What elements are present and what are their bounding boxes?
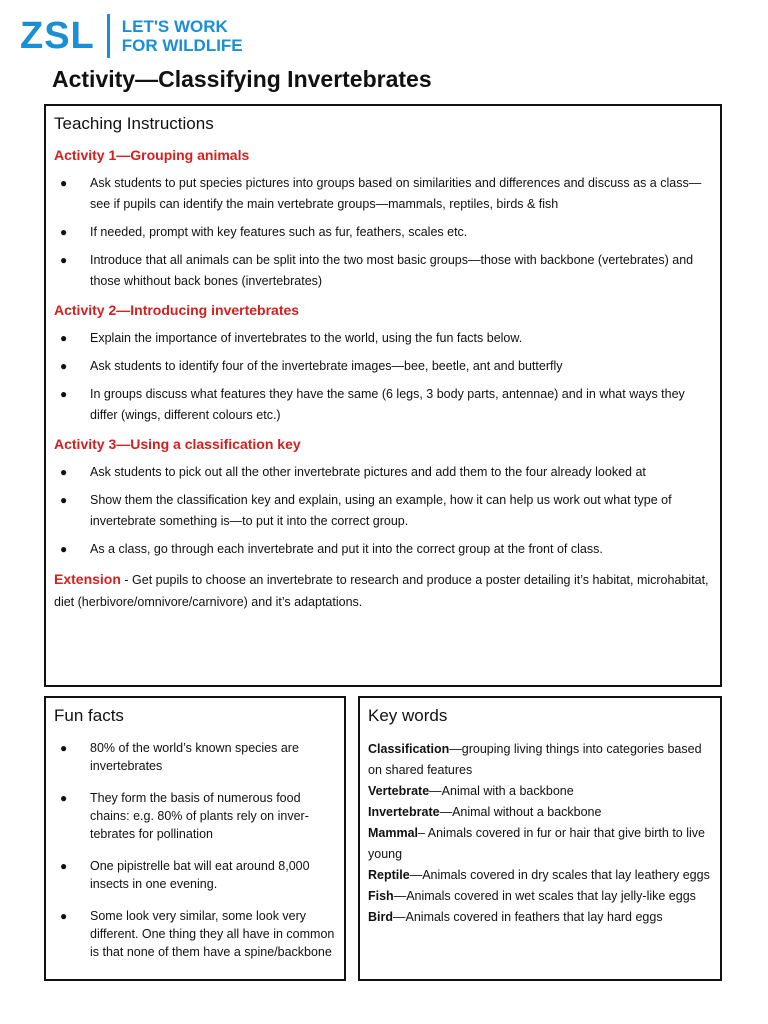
activity-3-heading: Activity 3—Using a classification key	[54, 436, 301, 452]
key-words-heading: Key words	[368, 706, 448, 725]
list-item-text: Ask students to pick out all the other invertebrate pictures and add them to the four already looked at	[90, 465, 646, 479]
list-item	[54, 356, 712, 377]
bullet-icon: ●	[60, 359, 68, 373]
logo-tagline-line-1: LET'S WORK	[121, 17, 228, 36]
fun-facts-heading: Fun facts	[54, 706, 124, 725]
list-item-text: One pipistrelle bat will eat around 8,000 insects in one evening.	[90, 859, 310, 891]
key-word-fish	[368, 886, 712, 907]
list-item-text: In groups discuss what features they have the same (6 legs, 3 body parts, antennae) and in what ways they differ (wings, different colours etc.)	[90, 387, 685, 422]
list-item	[54, 384, 712, 426]
bullet-icon: ●	[60, 176, 68, 190]
activity-1-heading: Activity 1—Grouping animals	[54, 147, 250, 163]
teaching-instructions-heading: Teaching Instructions	[54, 114, 214, 133]
list-item-text: Ask students to put species pictures into groups based on similarities and differences and discuss as a class—see if pupils can identify the main vertebrate groups—mammals, reptiles, birds & fish	[90, 176, 702, 211]
list-item	[54, 739, 336, 775]
logo-wordmark: ZSL	[20, 15, 95, 57]
bullet-icon: ●	[60, 741, 68, 755]
bullet-icon: ●	[60, 859, 68, 873]
extension-label: Extension	[54, 571, 121, 587]
list-item-text: As a class, go through each invertebrate and put it into the correct group at the front of class.	[90, 542, 603, 556]
list-item	[54, 250, 712, 292]
list-item-text: Show them the classification key and explain, using an example, how it can help us work out what type of invertebrate something is—to put it into the correct group.	[90, 493, 672, 528]
activity-2-list	[54, 328, 712, 426]
key-word-bird	[368, 907, 712, 928]
fun-facts-list	[54, 739, 336, 961]
key-word-term: Mammal	[368, 826, 419, 840]
bullet-icon: ●	[60, 331, 68, 345]
list-item	[54, 173, 712, 215]
key-word-classification	[368, 739, 712, 781]
key-word-definition: —Animal without a backbone	[439, 805, 602, 819]
list-item-text: Explain the importance of invertebrates to the world, using the fun facts below.	[90, 331, 523, 345]
key-word-definition: —Animals covered in wet scales that lay jelly-like eggs	[393, 889, 696, 903]
key-word-reptile	[368, 865, 712, 886]
activity-3-list	[54, 462, 712, 560]
list-item	[54, 907, 336, 961]
bullet-icon: ●	[60, 465, 68, 479]
key-word-invertebrate	[368, 802, 712, 823]
list-item-text: 80% of the world’s known species are invertebrates	[90, 741, 299, 773]
list-item-text: They form the basis of numerous food chains: e.g. 80% of plants rely on inver-tebrates for pollination	[90, 791, 309, 841]
list-item-text: Some look very similar, some look very different. One thing they all have in common is that none of them have a spine/backbone	[90, 909, 335, 959]
page-title: Activity—Classifying Invertebrates	[52, 66, 432, 92]
list-item	[54, 462, 712, 483]
logo-divider	[107, 14, 110, 58]
key-word-definition: —Animals covered in feathers that lay hard eggs	[393, 910, 663, 924]
extension-paragraph	[54, 568, 712, 613]
list-item	[54, 328, 712, 349]
key-word-term: Vertebrate	[368, 784, 430, 798]
fun-facts-box	[44, 696, 346, 981]
zsl-logo	[20, 14, 243, 58]
key-word-term: Fish	[368, 889, 394, 903]
activity-2-heading: Activity 2—Introducing invertebrates	[54, 302, 300, 318]
key-word-term: Reptile	[368, 868, 410, 882]
key-word-term: Invertebrate	[368, 805, 440, 819]
list-item-text: Ask students to identify four of the invertebrate images—bee, beetle, ant and butterfly	[90, 359, 563, 373]
bullet-icon: ●	[60, 909, 68, 923]
key-word-definition: —Animal with a backbone	[429, 784, 574, 798]
list-item	[54, 539, 712, 560]
bullet-icon: ●	[60, 791, 68, 805]
key-word-vertebrate	[368, 781, 712, 802]
list-item	[54, 789, 336, 843]
bullet-icon: ●	[60, 542, 68, 556]
key-word-definition: —Animals covered in dry scales that lay leathery eggs	[409, 868, 710, 882]
logo-tagline-line-2: FOR WILDLIFE	[121, 36, 243, 55]
bullet-icon: ●	[60, 387, 68, 401]
bullet-icon: ●	[60, 493, 68, 507]
activity-1-list	[54, 173, 712, 292]
bullet-icon: ●	[60, 253, 68, 267]
key-words-box	[358, 696, 722, 981]
key-word-definition: —grouping living things into categories based on shared features	[368, 742, 702, 777]
key-word-definition: – Animals covered in fur or hair that give birth to live young	[368, 826, 705, 861]
list-item-text: If needed, prompt with key features such as fur, feathers, scales etc.	[90, 225, 468, 239]
list-item	[54, 857, 336, 893]
teaching-instructions-box	[44, 104, 722, 687]
extension-text: - Get pupils to choose an invertebrate to research and produce a poster detailing it’s habitat, microhabitat, diet (herbivore/omnivore/carnivore) and it’s adaptations.	[54, 573, 709, 609]
list-item	[54, 490, 712, 532]
list-item-text: Introduce that all animals can be split into the two most basic groups—those with backbone (vertebrates) and those whithout back bones (invertebrates)	[90, 253, 694, 288]
logo-tagline	[122, 17, 243, 55]
key-word-term: Classification	[368, 742, 450, 756]
key-word-term: Bird	[368, 910, 393, 924]
key-word-mammal	[368, 823, 712, 865]
bullet-icon: ●	[60, 225, 68, 239]
list-item	[54, 222, 712, 243]
